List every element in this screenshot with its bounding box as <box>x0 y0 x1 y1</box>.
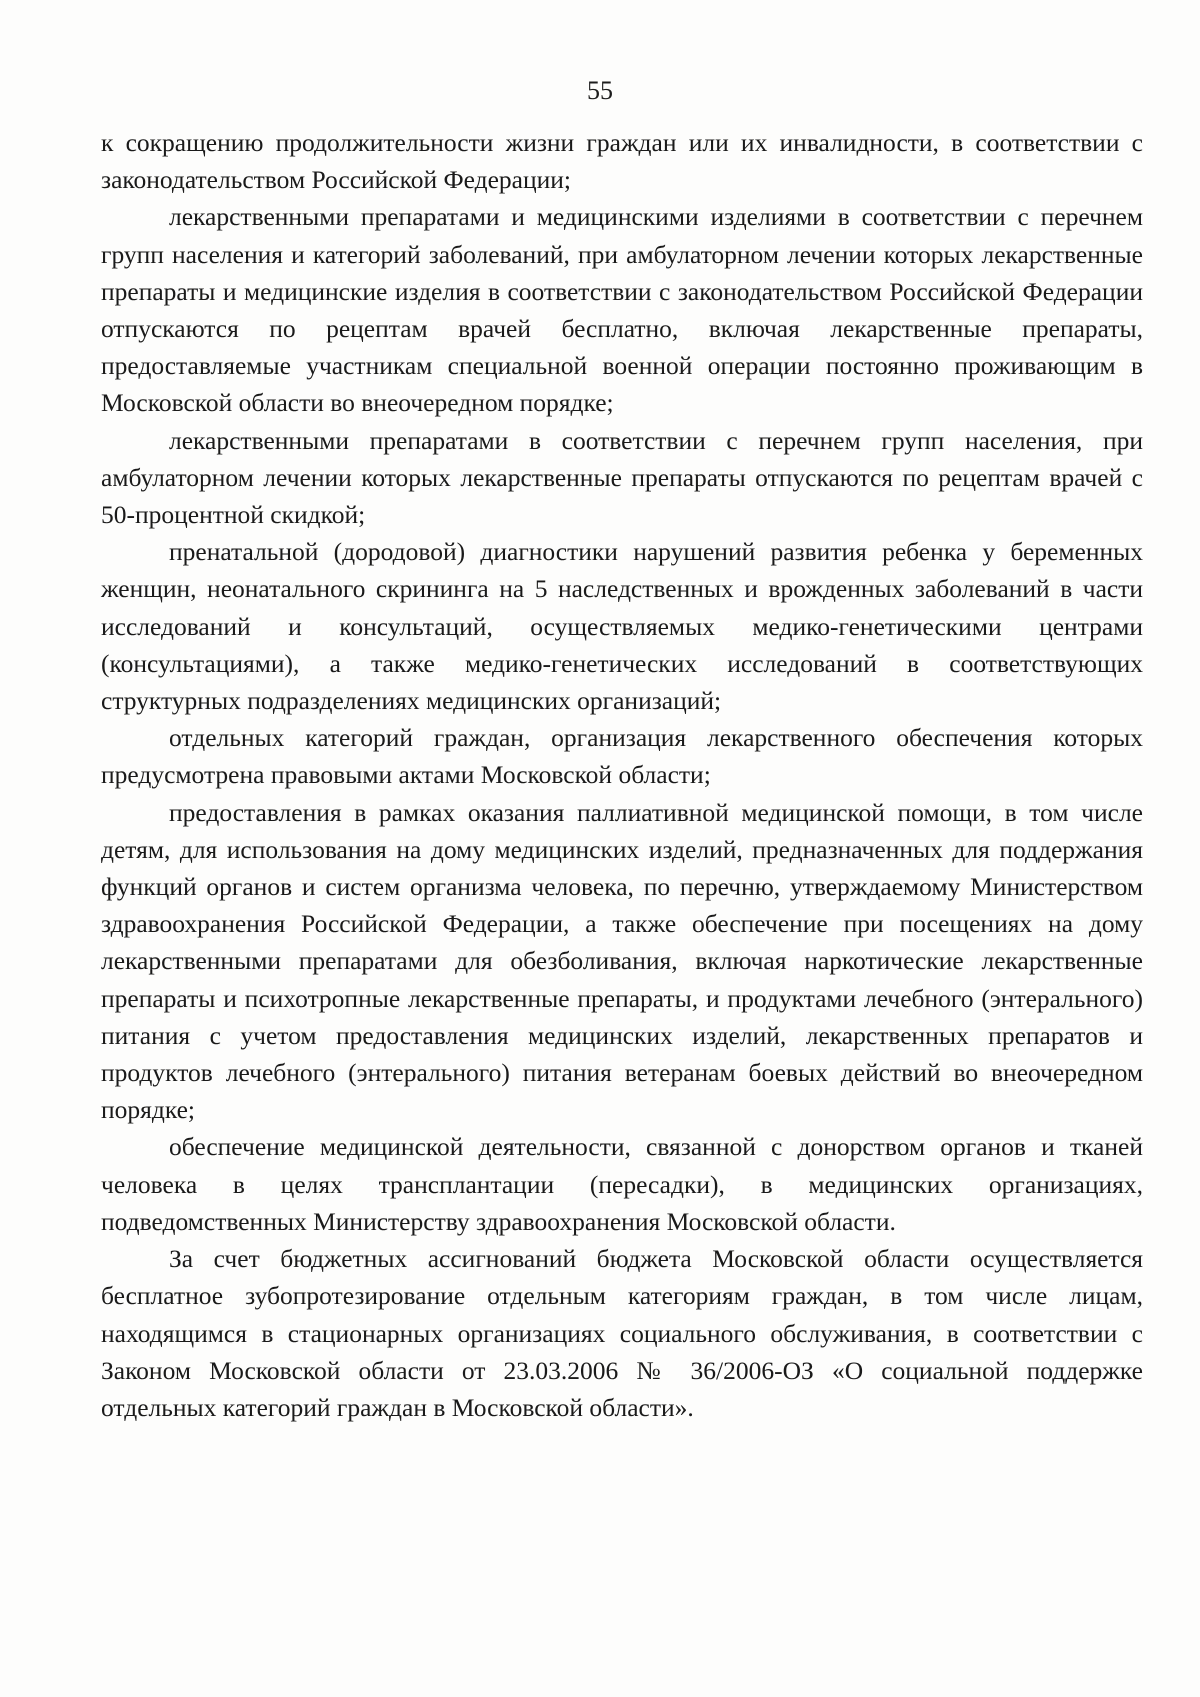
paragraph-palliative-care: предоставления в рамках оказания паллиативной медицинской помощи, в том числе детям, для использования на дому медицинских изделий, предназначенных для поддержания функций органов и систем организма человека, по перечню, утверждаемому Министерством здравоохранения Российской Федерации, а также обеспечение при посещениях на дому лекарственными препаратами для обезболивания, включая наркотические лекарственные препараты и психотропные лекарственные препараты, и продуктами лечебного (энтерального) питания с учетом предоставления медицинских изделий, лекарственных препаратов и продуктов лечебного (энтерального) питания ветеранам боевых действий во внеочередном порядке; <box>101 797 1143 1125</box>
paragraph-continuation: к сокращению продолжительности жизни граждан или их инвалидности, в соответствии с законодательством Российской Федерации; <box>101 128 1143 195</box>
paragraph-medicines-free: лекарственными препаратами и медицинскими изделиями в соответствии с перечнем групп населения и категорий заболеваний, при амбулаторном лечении которых лекарственные препараты и медицинские изделия в соответствии с законодательством Российской Федерации отпускаются по рецептам врачей бесплатно, включая лекарственные препараты, предоставляемые участникам специальной военной операции постоянно проживающим в Московской области во внеочередном порядке; <box>101 202 1143 418</box>
document-body <box>101 124 1143 1426</box>
paragraph-citizen-categories: отдельных категорий граждан, организация лекарственного обеспечения которых предусмотрена правовыми актами Московской области; <box>101 723 1143 790</box>
paragraph-dental-prosthetics: За счет бюджетных ассигнований бюджета Московской области осуществляется бесплатное зубопротезирование отдельным категориям граждан, в том числе лицам, находящимся в стационарных организациях социального обслуживания, в соответствии с Законом Московской области от 23.03.2006 № 36/2006-ОЗ «О социальной поддержке отдельных категорий граждан в Московской области». <box>101 1244 1143 1422</box>
paragraph-medicines-discount: лекарственными препаратами в соответствии с перечнем групп населения, при амбулаторном лечении которых лекарственные препараты отпускаются по рецептам врачей с 50-процентной скидкой; <box>101 425 1143 530</box>
paragraph-organ-donation: обеспечение медицинской деятельности, связанной с донорством органов и тканей человека в целях трансплантации (пересадки), в медицинских организациях, подведомственных Министерству здравоохранения Московской области. <box>101 1132 1143 1236</box>
paragraph-prenatal-diagnostics: пренатальной (дородовой) диагностики нарушений развития ребенка у беременных женщин, неонатального скрининга на 5 наследственных и врожденных заболеваний в части исследований и консультаций, осуществляемых медико-генетическими центрами (консультациями), а также медико-генетических исследований в соответствующих структурных подразделениях медицинских организаций; <box>101 537 1143 716</box>
page-number: 55 <box>587 76 613 105</box>
